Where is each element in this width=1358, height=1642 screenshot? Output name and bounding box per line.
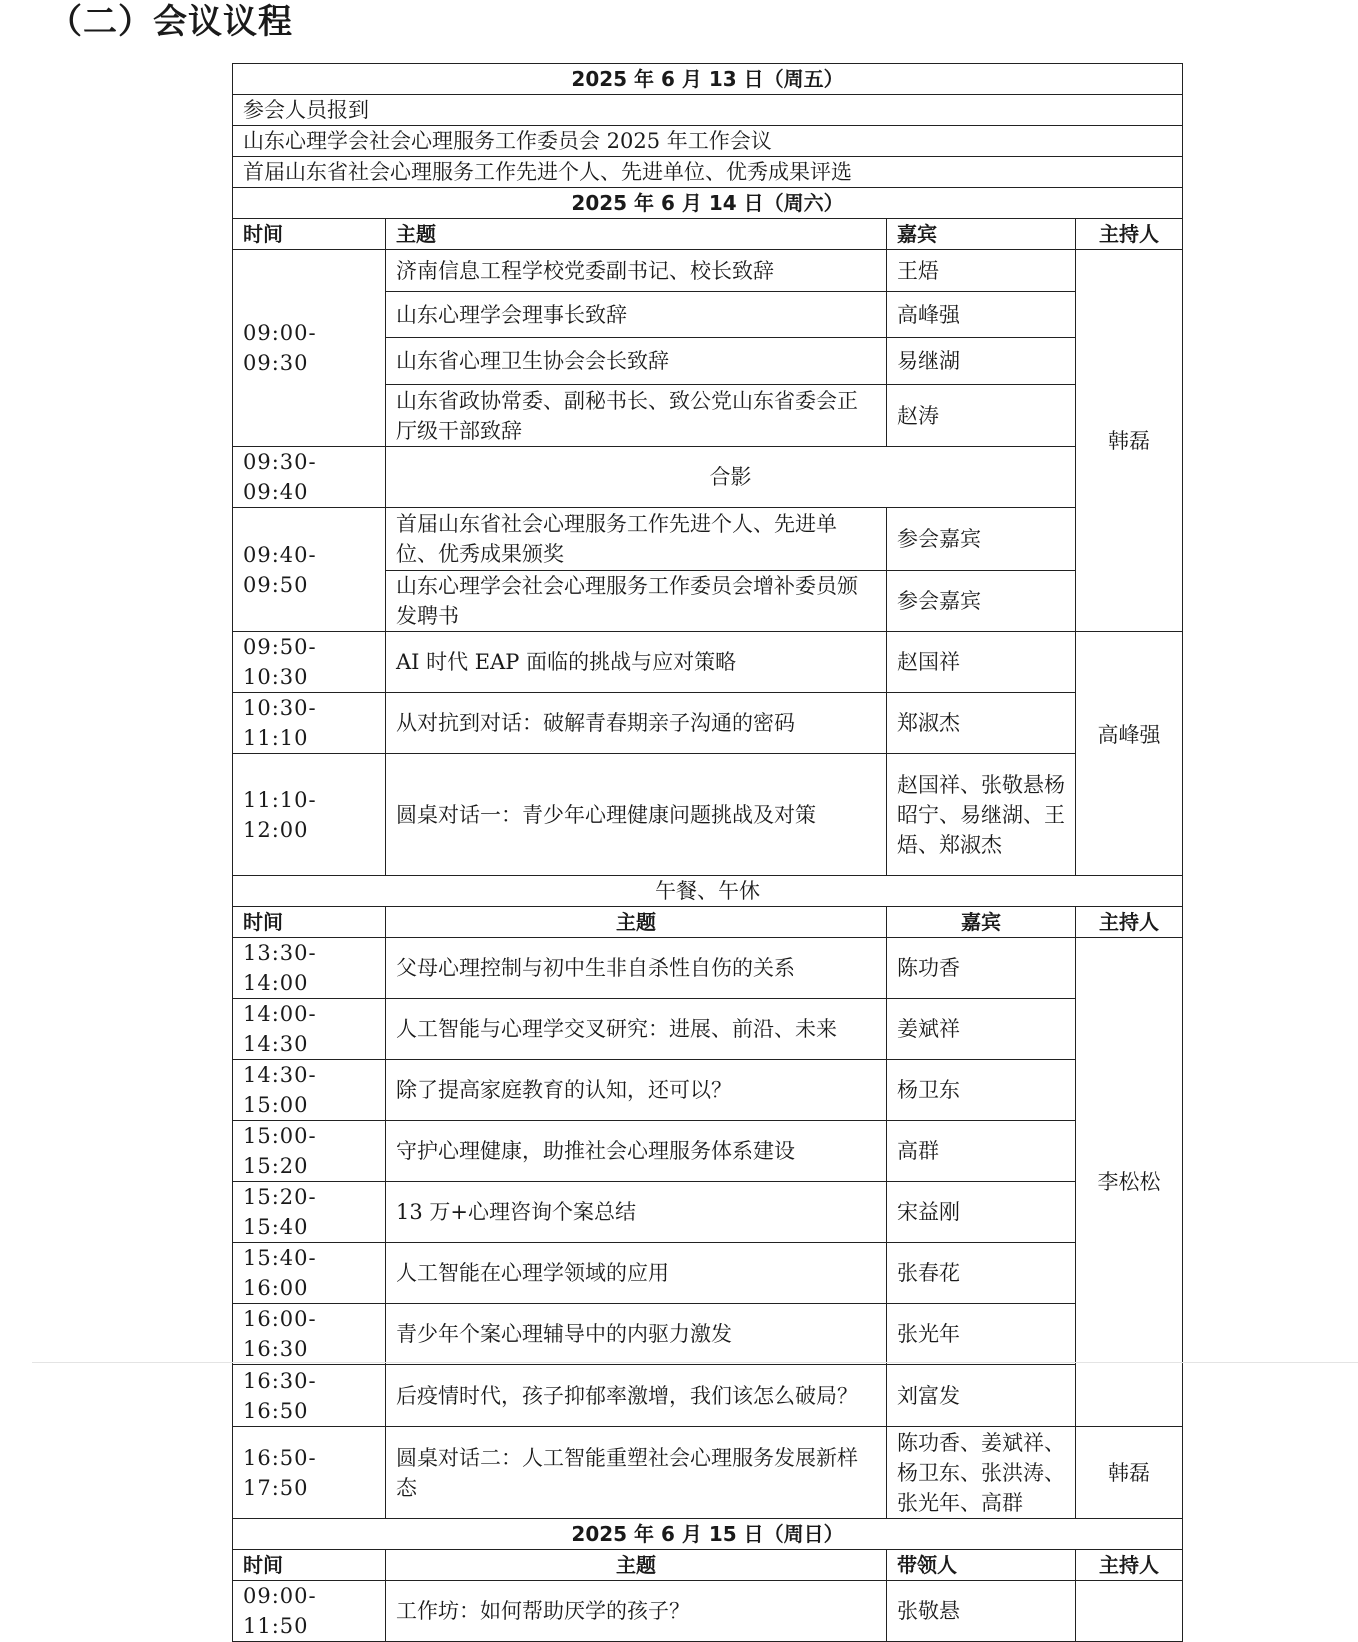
time-cell: 15:40-16:00 [233,1243,386,1304]
time-cell: 15:00-15:20 [233,1121,386,1182]
table-row [233,508,1183,571]
guest-cell: 郑淑杰 [887,693,1076,754]
topic-cell: 人工智能与心理学交叉研究：进展、前沿、未来 [386,999,887,1060]
header-guest: 嘉宾 [887,219,1076,250]
table-row [233,999,1183,1060]
guest-cell: 张春花 [887,1243,1076,1304]
topic-cell: 守护心理健康，助推社会心理服务体系建设 [386,1121,887,1182]
guest-cell: 张光年 [887,1304,1076,1365]
header-guest: 嘉宾 [887,907,1076,938]
day1-item: 山东心理学会社会心理服务工作委员会 2025 年工作会议 [233,126,1183,157]
guest-cell: 赵国祥、张敬悬杨昭宁、易继湖、王焐、郑淑杰 [887,754,1076,876]
guest-cell: 高群 [887,1121,1076,1182]
table-row [233,1581,1183,1642]
host-cell: 韩磊 [1076,1427,1183,1519]
topic-cell: 圆桌对话一：青少年心理健康问题挑战及对策 [386,754,887,876]
topic-cell: 从对抗到对话：破解青春期亲子沟通的密码 [386,693,887,754]
table-row [233,447,1183,508]
time-cell: 16:50-17:50 [233,1427,386,1519]
table-row [233,1121,1183,1182]
topic-cell: 山东心理学会理事长致辞 [386,292,887,338]
column-header-row [233,219,1183,250]
header-host: 主持人 [1076,1550,1183,1581]
table-row [233,632,1183,693]
time-cell: 10:30-11:10 [233,693,386,754]
host-cell: 高峰强 [1076,632,1183,876]
time-cell: 09:40-09:50 [233,508,386,632]
guest-cell: 参会嘉宾 [887,571,1076,632]
header-time: 时间 [233,219,386,250]
table-row [233,1182,1183,1243]
day-header-row [233,64,1183,95]
guest-cell: 陈功香 [887,938,1076,999]
table-row [233,693,1183,754]
time-cell: 11:10-12:00 [233,754,386,876]
topic-cell: 人工智能在心理学领域的应用 [386,1243,887,1304]
time-cell: 09:50-10:30 [233,632,386,693]
photo-cell: 合影 [386,447,1076,508]
time-cell: 09:00-11:50 [233,1581,386,1642]
header-leader: 带领人 [887,1550,1076,1581]
time-cell: 09:30-09:40 [233,447,386,508]
host-cell: 韩磊 [1076,250,1183,632]
table-row [233,1060,1183,1121]
day1-item: 参会人员报到 [233,95,1183,126]
day1-item-row [233,95,1183,126]
header-host: 主持人 [1076,219,1183,250]
time-cell: 09:00-09:30 [233,250,386,447]
guest-cell: 刘富发 [887,1365,1076,1427]
topic-cell: 除了提高家庭教育的认知，还可以？ [386,1060,887,1121]
time-cell: 15:20-15:40 [233,1182,386,1243]
agenda-table [232,63,1183,1642]
header-host: 主持人 [1076,907,1183,938]
table-row [233,1365,1183,1427]
topic-cell: 青少年个案心理辅导中的内驱力激发 [386,1304,887,1365]
table-row [233,754,1183,876]
day3-date: 2025 年 6 月 15 日（周日） [233,1519,1183,1550]
day1-date: 2025 年 6 月 13 日（周五） [233,64,1183,95]
column-header-row [233,907,1183,938]
header-time: 时间 [233,907,386,938]
day1-item-row [233,157,1183,188]
topic-cell: 首届山东省社会心理服务工作先进个人、先进单位、优秀成果颁奖 [386,508,887,571]
header-topic: 主题 [386,219,887,250]
table-row [233,1304,1183,1365]
host-cell: 李松松 [1076,938,1183,1427]
topic-cell: 济南信息工程学校党委副书记、校长致辞 [386,250,887,292]
section-heading: （二）会议议程 [48,2,293,42]
day-header-row [233,1519,1183,1550]
guest-cell: 易继湖 [887,338,1076,385]
table-row [233,250,1183,292]
guest-cell: 高峰强 [887,292,1076,338]
day1-item-row [233,126,1183,157]
day1-item: 首届山东省社会心理服务工作先进个人、先进单位、优秀成果评选 [233,157,1183,188]
topic-cell: 山东省心理卫生协会会长致辞 [386,338,887,385]
topic-cell: 工作坊：如何帮助厌学的孩子？ [386,1581,887,1642]
topic-cell: AI 时代 EAP 面临的挑战与应对策略 [386,632,887,693]
lunch-cell: 午餐、午休 [233,876,1183,907]
day-header-row [233,188,1183,219]
table-row [233,1427,1183,1519]
guest-cell: 宋益刚 [887,1182,1076,1243]
time-cell: 16:00-16:30 [233,1304,386,1365]
header-topic: 主题 [386,907,887,938]
day2-date: 2025 年 6 月 14 日（周六） [233,188,1183,219]
topic-cell: 后疫情时代，孩子抑郁率激增，我们该怎么破局？ [386,1365,887,1427]
host-cell [1076,1581,1183,1642]
topic-cell: 山东省政协常委、副秘书长、致公党山东省委会正厅级干部致辞 [386,385,887,447]
time-cell: 13:30-14:00 [233,938,386,999]
time-cell: 16:30-16:50 [233,1365,386,1427]
bottom-divider [32,1362,1358,1363]
leader-cell: 张敬悬 [887,1581,1076,1642]
header-topic: 主题 [386,1550,887,1581]
topic-cell: 13 万+心理咨询个案总结 [386,1182,887,1243]
lunch-row [233,876,1183,907]
guest-cell: 杨卫东 [887,1060,1076,1121]
time-cell: 14:30-15:00 [233,1060,386,1121]
topic-cell: 父母心理控制与初中生非自杀性自伤的关系 [386,938,887,999]
column-header-row [233,1550,1183,1581]
guest-cell: 王焐 [887,250,1076,292]
guest-cell: 陈功香、姜斌祥、杨卫东、张洪涛、张光年、高群 [887,1427,1076,1519]
table-row [233,1243,1183,1304]
guest-cell: 参会嘉宾 [887,508,1076,571]
table-row [233,938,1183,999]
topic-cell: 山东心理学会社会心理服务工作委员会增补委员颁发聘书 [386,571,887,632]
guest-cell: 姜斌祥 [887,999,1076,1060]
time-cell: 14:00-14:30 [233,999,386,1060]
guest-cell: 赵国祥 [887,632,1076,693]
topic-cell: 圆桌对话二：人工智能重塑社会心理服务发展新样态 [386,1427,887,1519]
guest-cell: 赵涛 [887,385,1076,447]
header-time: 时间 [233,1550,386,1581]
